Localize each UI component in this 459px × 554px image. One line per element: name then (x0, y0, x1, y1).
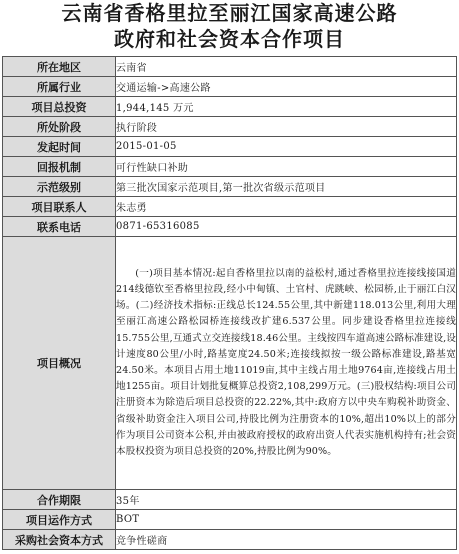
row-contact-person (3, 197, 457, 217)
contact-person-value: 朱志勇 (116, 197, 457, 217)
row-region (3, 57, 457, 77)
row-total-investment (3, 97, 457, 117)
title-line-1: 云南省香格里拉至丽江国家高速公路 (61, 1, 398, 25)
row-cooperation-period (3, 490, 457, 510)
procurement-method-value: 竞争性磋商 (116, 530, 457, 550)
stage-label: 所处阶段 (3, 117, 116, 137)
row-procurement-method (3, 530, 457, 550)
total-investment-value: 1,944,145 万元 (116, 97, 457, 117)
total-investment-label: 项目总投资 (3, 97, 116, 117)
demonstration-level-value: 第三批次国家示范项目,第一批次省级示范项目 (116, 177, 457, 197)
contact-person-label: 项目联系人 (3, 197, 116, 217)
row-contact-phone (3, 217, 457, 237)
cooperation-period-value: 35年 (116, 490, 457, 510)
contact-phone-value: 0871-65316085 (116, 217, 457, 237)
row-industry (3, 77, 457, 97)
title-line-2: 政府和社会资本合作项目 (114, 27, 345, 51)
procurement-method-label: 采购社会资本方式 (3, 530, 116, 550)
row-start-date (3, 137, 457, 157)
stage-value: 执行阶段 (116, 117, 457, 137)
start-date-label: 发起时间 (3, 137, 116, 157)
page-title (0, 0, 459, 55)
row-demonstration-level (3, 177, 457, 197)
return-mechanism-label: 回报机制 (3, 157, 116, 177)
row-return-mechanism (3, 157, 457, 177)
industry-label: 所属行业 (3, 77, 116, 97)
demonstration-level-label: 示范级别 (3, 177, 116, 197)
operation-mode-value: BOT (116, 510, 457, 530)
row-overview (3, 237, 457, 490)
region-value: 云南省 (116, 57, 457, 77)
operation-mode-label: 项目运作方式 (3, 510, 116, 530)
overview-text: (一)项目基本情况:起自香格里拉以南的益松村,通过香格里拉连接线接国道214线德钦至香格里拉段,经小中甸镇、土官村、虎跳峡、松园桥,止于丽江白汉场。(二)经济技术指标:正线总长124.55公里,其中新建118.013公里,利用大理至丽江高速公路松园桥连接线改扩建6.537公里。同步建设香格里拉连接线15.755公里,互通式立交连接线18.46公里。主线按四车道高速公路标准建设,设计速度80公里/小时,路基宽度24.50米;连接线拟按一级公路标准建设,路基宽24.50米。本项目占用土地11019亩,其中主线占用土地9764亩,连接线占用土地1255亩。项目计划批复概算总投资2,108,299万元。(三)股权结构:项目公司注册资本为除造后项目总投资的22.22%,其中:政府方以中央车购税补助资金、省级补助资金注入项目公司,持股比例为注册资本的10%,超出10%以上的部分作为项目公司资本公积,并由被政府授权的政府出资人代表实施机构持有;社会资本股权投资为项目总投资的20%,持股比例为90%。 (116, 237, 457, 490)
contact-phone-label: 联系电话 (3, 217, 116, 237)
row-operation-mode (3, 510, 457, 530)
cooperation-period-label: 合作期限 (3, 490, 116, 510)
region-label: 所在地区 (3, 57, 116, 77)
project-info-table (2, 56, 457, 550)
return-mechanism-value: 可行性缺口补助 (116, 157, 457, 177)
industry-value: 交通运输->高速公路 (116, 77, 457, 97)
overview-label: 项目概况 (3, 237, 116, 490)
start-date-value: 2015-01-05 (116, 137, 457, 157)
row-stage (3, 117, 457, 137)
